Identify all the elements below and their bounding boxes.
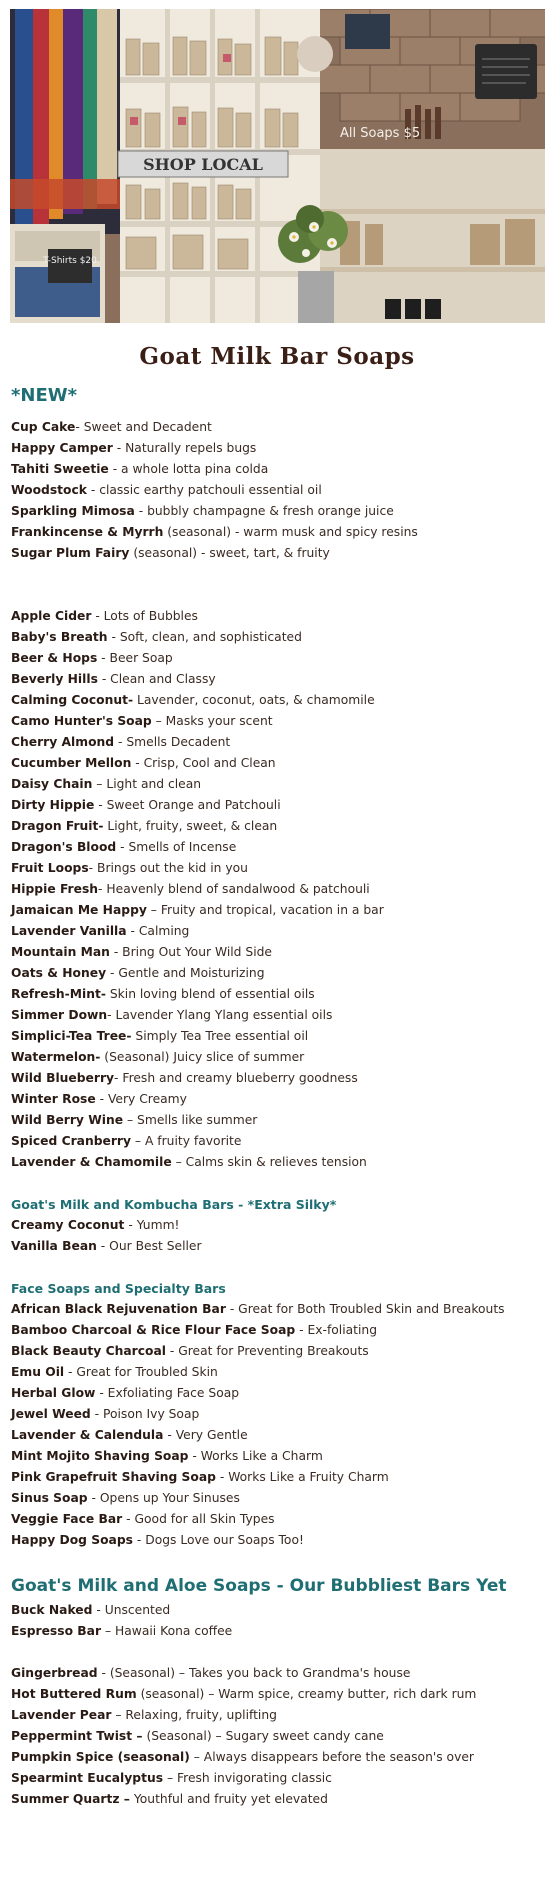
- soap-name: Gingerbread: [11, 1666, 98, 1680]
- soap-name: Vanilla Bean: [11, 1239, 97, 1253]
- list-item: [11, 1320, 546, 1341]
- soap-name: Wild Blueberry: [11, 1071, 115, 1085]
- soap-name: Woodstock: [11, 483, 87, 497]
- list-item: [11, 1747, 546, 1768]
- list-item: [11, 1362, 546, 1383]
- list-item: [11, 501, 546, 522]
- list-item: [11, 1383, 546, 1404]
- list-item: [11, 1663, 546, 1684]
- shop-shelves-illustration: [10, 9, 545, 323]
- soap-name: Beverly Hills: [11, 672, 98, 686]
- list-item: [11, 522, 546, 543]
- soap-name: Happy Camper: [11, 441, 113, 455]
- soap-name: Oats & Honey: [11, 966, 107, 980]
- tshirt-sign: T-Shirts $20: [43, 256, 97, 266]
- soap-description: - Fresh and creamy blueberry goodness: [114, 1071, 358, 1085]
- soap-name: Sparkling Mimosa: [11, 504, 135, 518]
- soap-description: Skin loving blend of essential oils: [105, 987, 315, 1001]
- soap-name: Summer Quartz –: [11, 1792, 130, 1806]
- soap-description: – Fruity and tropical, vacation in a bar: [146, 903, 384, 917]
- soap-name: Fruit Loops: [11, 861, 89, 875]
- soap-name: Emu Oil: [11, 1365, 65, 1379]
- soap-description: - a whole lotta pina colda: [108, 462, 269, 476]
- soap-name: Baby's Breath: [11, 630, 108, 644]
- soap-description: - Dogs Love our Soaps Too!: [132, 1533, 304, 1547]
- list-item: [11, 837, 546, 858]
- soap-name: Bamboo Charcoal & Rice Flour Face Soap: [11, 1323, 296, 1337]
- list-item: [11, 879, 546, 900]
- list-item: [11, 648, 546, 669]
- soap-description: (Seasonal) – Sugary sweet candy cane: [142, 1729, 384, 1743]
- list-item: [11, 606, 546, 627]
- soap-name: Dragon's Blood: [11, 840, 117, 854]
- list-item: [11, 921, 546, 942]
- soap-name: Simplici-Tea Tree-: [11, 1029, 132, 1043]
- soap-name: Lavender & Calendula: [11, 1428, 164, 1442]
- list-item: [11, 417, 546, 438]
- list-item: [11, 1047, 546, 1068]
- soap-name: Buck Naked: [11, 1603, 93, 1617]
- soap-description: - Great for Troubled Skin: [64, 1365, 218, 1379]
- soap-name: Black Beauty Charcoal: [11, 1344, 166, 1358]
- soap-name: Dirty Hippie: [11, 798, 95, 812]
- list-item: [11, 1467, 546, 1488]
- soap-description: Lavender, coconut, oats, & chamomile: [133, 693, 375, 707]
- list-item: [11, 732, 546, 753]
- soap-name: Camo Hunter's Soap: [11, 714, 152, 728]
- list-item: [11, 438, 546, 459]
- hero-photo: [10, 9, 545, 323]
- all-soaps-sign: All Soaps $5: [340, 126, 421, 141]
- soap-description: – Calms skin & relieves tension: [171, 1155, 367, 1169]
- list-item: [11, 1131, 546, 1152]
- soap-description: - Gentle and Moisturizing: [106, 966, 265, 980]
- soap-name: Jamaican Me Happy: [11, 903, 147, 917]
- soap-name: African Black Rejuvenation Bar: [11, 1302, 226, 1316]
- soap-description: - Poison Ivy Soap: [90, 1407, 200, 1421]
- soap-description: - Great for Both Troubled Skin and Breakouts: [225, 1302, 505, 1316]
- soap-description: - Heavenly blend of sandalwood & patchouli: [98, 882, 370, 896]
- face-heading: Face Soaps and Specialty Bars: [11, 1281, 226, 1296]
- soap-description: - Good for all Skin Types: [122, 1512, 275, 1526]
- soap-description: (seasonal) – Warm spice, creamy butter, rich dark rum: [136, 1687, 477, 1701]
- soap-description: - Bring Out Your Wild Side: [109, 945, 272, 959]
- soap-name: Peppermint Twist –: [11, 1729, 143, 1743]
- soap-description: – A fruity favorite: [131, 1134, 242, 1148]
- soap-name: Creamy Coconut: [11, 1218, 125, 1232]
- soap-description: - Unscented: [92, 1603, 171, 1617]
- list-item: [11, 1684, 546, 1705]
- list-item: [11, 795, 546, 816]
- soap-description: - Yumm!: [124, 1218, 180, 1232]
- soap-description: – Fresh invigorating classic: [163, 1771, 332, 1785]
- soap-description: - Brings out the kid in you: [88, 861, 248, 875]
- soap-description: (seasonal) - sweet, tart, & fruity: [129, 546, 330, 560]
- list-item: [11, 963, 546, 984]
- soap-description: - Great for Preventing Breakouts: [165, 1344, 369, 1358]
- list-item: [11, 1768, 546, 1789]
- list-item: [11, 858, 546, 879]
- soap-name: Spiced Cranberry: [11, 1134, 132, 1148]
- soap-name: Calming Coconut-: [11, 693, 134, 707]
- soap-name: Happy Dog Soaps: [11, 1533, 133, 1547]
- soap-description: - Lavender Ylang Ylang essential oils: [107, 1008, 333, 1022]
- list-item: [11, 1068, 546, 1089]
- soap-description: – Relaxing, fruity, uplifting: [111, 1708, 277, 1722]
- list-item: [11, 1621, 546, 1642]
- soap-name: Pumpkin Spice (seasonal): [11, 1750, 190, 1764]
- list-item: [11, 1110, 546, 1131]
- soap-description: – Always disappears before the season's over: [189, 1750, 474, 1764]
- new-items-list: [11, 417, 546, 564]
- soap-description: - Sweet and Decadent: [75, 420, 212, 434]
- list-item: [11, 1215, 546, 1236]
- soap-name: Lavender Pear: [11, 1708, 112, 1722]
- soap-name: Daisy Chain: [11, 777, 93, 791]
- soap-description: - Opens up Your Sinuses: [87, 1491, 240, 1505]
- soap-name: Watermelon-: [11, 1050, 101, 1064]
- soap-description: - Lots of Bubbles: [91, 609, 198, 623]
- list-item: [11, 1026, 546, 1047]
- soap-description: - Very Gentle: [163, 1428, 248, 1442]
- soap-description: Simply Tea Tree essential oil: [131, 1029, 309, 1043]
- list-item: [11, 816, 546, 837]
- soap-description: - Works Like a Charm: [188, 1449, 323, 1463]
- list-item: [11, 480, 546, 501]
- soap-name: Lavender Vanilla: [11, 924, 127, 938]
- soap-description: - classic earthy patchouli essential oil: [86, 483, 322, 497]
- list-item: [11, 1705, 546, 1726]
- soap-description: - bubbly champagne & fresh orange juice: [134, 504, 394, 518]
- list-item: [11, 1005, 546, 1026]
- soap-name: Sugar Plum Fairy: [11, 546, 130, 560]
- page-title: Goat Milk Bar Soaps: [139, 343, 415, 370]
- soap-name: Frankincense & Myrrh: [11, 525, 164, 539]
- soap-description: – Masks your scent: [151, 714, 273, 728]
- soap-description: - Crisp, Cool and Clean: [131, 756, 276, 770]
- soap-description: - Smells of Incense: [116, 840, 237, 854]
- soap-name: Wild Berry Wine: [11, 1113, 124, 1127]
- aloe-seasonal-items-list: [11, 1663, 546, 1810]
- list-item: [11, 942, 546, 963]
- list-item: [11, 1404, 546, 1425]
- soap-description: Youthful and fruity yet elevated: [129, 1792, 328, 1806]
- face-items-list: [11, 1299, 546, 1551]
- list-item: [11, 669, 546, 690]
- main-items-list: [11, 606, 546, 1173]
- soap-description: - Clean and Classy: [97, 672, 216, 686]
- soap-list: [11, 385, 546, 1810]
- soap-name: Beer & Hops: [11, 651, 98, 665]
- list-item: [11, 1236, 546, 1257]
- list-item: [11, 900, 546, 921]
- list-item: [11, 1299, 546, 1320]
- soap-description: – Light and clean: [92, 777, 202, 791]
- soap-description: Light, fruity, sweet, & clean: [103, 819, 278, 833]
- list-item: [11, 1789, 546, 1810]
- list-item: [11, 1341, 546, 1362]
- list-item: [11, 1530, 546, 1551]
- soap-name: Pink Grapefruit Shaving Soap: [11, 1470, 216, 1484]
- soap-name: Hot Buttered Rum: [11, 1687, 137, 1701]
- soap-description: - Our Best Seller: [96, 1239, 202, 1253]
- soap-name: Spearmint Eucalyptus: [11, 1771, 164, 1785]
- soap-name: Dragon Fruit-: [11, 819, 104, 833]
- list-item: [11, 984, 546, 1005]
- aloe-heading: Goat's Milk and Aloe Soaps - Our Bubbliest Bars Yet: [11, 1576, 507, 1596]
- soap-description: - Sweet Orange and Patchouli: [94, 798, 281, 812]
- soap-name: Mint Mojito Shaving Soap: [11, 1449, 189, 1463]
- soap-description: (seasonal) - warm musk and spicy resins: [163, 525, 418, 539]
- soap-description: – Hawaii Kona coffee: [101, 1624, 233, 1638]
- list-item: [11, 627, 546, 648]
- soap-description: - Very Creamy: [95, 1092, 187, 1106]
- soap-description: - Naturally repels bugs: [112, 441, 257, 455]
- kombucha-items-list: [11, 1215, 546, 1257]
- soap-description: - Beer Soap: [97, 651, 173, 665]
- list-item: [11, 543, 546, 564]
- soap-name: Veggie Face Bar: [11, 1512, 123, 1526]
- list-item: [11, 1488, 546, 1509]
- list-item: [11, 690, 546, 711]
- soap-name: Sinus Soap: [11, 1491, 88, 1505]
- soap-description: - Calming: [126, 924, 190, 938]
- shop-local-sign: SHOP LOCAL: [143, 155, 263, 174]
- soap-name: Simmer Down: [11, 1008, 108, 1022]
- soap-name: Espresso Bar: [11, 1624, 102, 1638]
- soap-description: - Exfoliating Face Soap: [95, 1386, 240, 1400]
- soap-description: - Ex-foliating: [295, 1323, 378, 1337]
- soap-description: - Smells Decadent: [114, 735, 231, 749]
- list-item: [11, 1509, 546, 1530]
- list-item: [11, 753, 546, 774]
- list-item: [11, 711, 546, 732]
- soap-name: Jewel Weed: [11, 1407, 91, 1421]
- soap-name: Herbal Glow: [11, 1386, 96, 1400]
- list-item: [11, 1600, 546, 1621]
- list-item: [11, 1152, 546, 1173]
- soap-name: Cup Cake: [11, 420, 76, 434]
- new-heading: *NEW*: [11, 385, 78, 406]
- aloe-items-list: [11, 1600, 546, 1642]
- list-item: [11, 1726, 546, 1747]
- soap-name: Apple Cider: [11, 609, 92, 623]
- soap-description: - Soft, clean, and sophisticated: [107, 630, 302, 644]
- list-item: [11, 1425, 546, 1446]
- list-item: [11, 1089, 546, 1110]
- soap-name: Lavender & Chamomile: [11, 1155, 172, 1169]
- soap-name: Refresh-Mint-: [11, 987, 106, 1001]
- soap-name: Mountain Man: [11, 945, 110, 959]
- soap-description: – Smells like summer: [123, 1113, 258, 1127]
- list-item: [11, 459, 546, 480]
- kombucha-heading: Goat's Milk and Kombucha Bars - *Extra Silky*: [11, 1197, 337, 1212]
- list-item: [11, 1446, 546, 1467]
- soap-description: (Seasonal) Juicy slice of summer: [100, 1050, 305, 1064]
- soap-description: - Works Like a Fruity Charm: [215, 1470, 389, 1484]
- list-item: [11, 774, 546, 795]
- soap-description: - (Seasonal) – Takes you back to Grandma's house: [97, 1666, 411, 1680]
- soap-name: Winter Rose: [11, 1092, 96, 1106]
- soap-name: Cherry Almond: [11, 735, 115, 749]
- soap-name: Hippie Fresh: [11, 882, 99, 896]
- soap-name: Tahiti Sweetie: [11, 462, 109, 476]
- soap-name: Cucumber Mellon: [11, 756, 132, 770]
